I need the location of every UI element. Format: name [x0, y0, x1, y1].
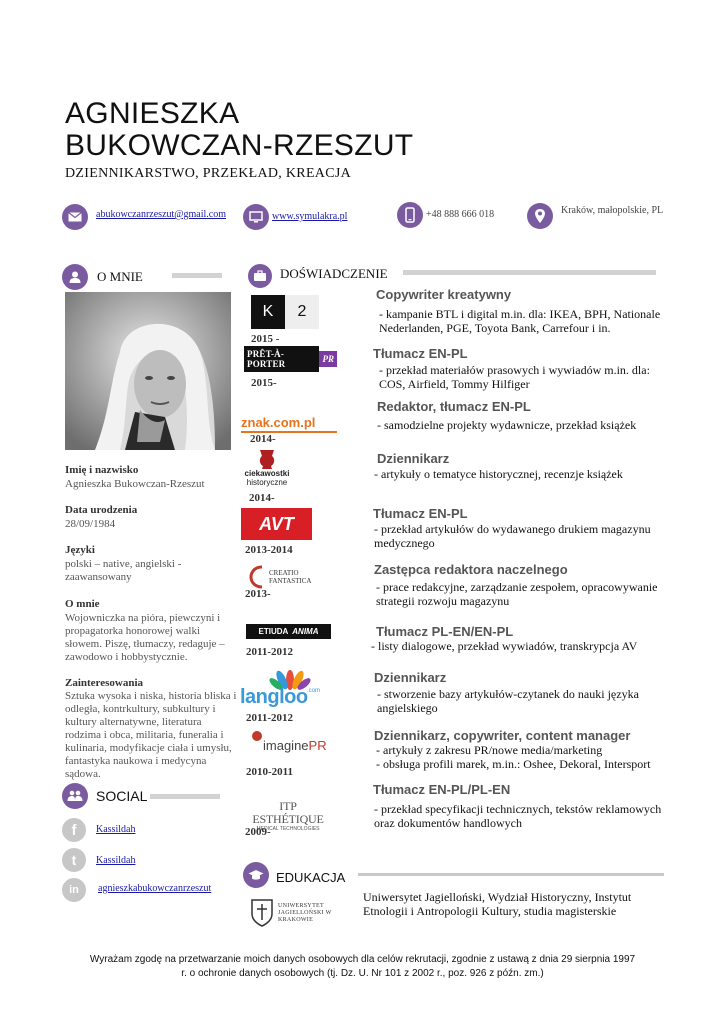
job-description: - listy dialogowe, przekład wywiadów, transkrypcja AV [371, 639, 638, 653]
name-line-1: AGNIESZKA [65, 97, 240, 130]
logo-text: UNIWERSYTET JAGIELLOŃSKI W KRAKOWIE [278, 902, 332, 923]
logo-text: imagine [263, 738, 309, 753]
website-link[interactable]: www.symulakra.pl [272, 211, 348, 222]
job-title: Zastępca redaktora naczelnego [374, 562, 568, 577]
year: 2013- [245, 588, 271, 600]
job-description: - stworzenie bazy artykułów-czytanek do nauki języka angielskiego [377, 687, 639, 715]
experience-title: DOŚWIADCZENIE [280, 266, 388, 281]
job-title: Tłumacz EN-PL [373, 506, 468, 521]
field-label: O mnie [65, 598, 100, 610]
logo-text: ITP ESTHÉTIQUE [252, 799, 324, 826]
year: 2013-2014 [245, 544, 293, 556]
year: 2015 - [251, 333, 280, 345]
consent-line-1: Wyrażam zgodę na przetwarzanie moich danych osobowych dla celów rekrutacji, zgodnie z ustawą z dnia 29 sierpnia 1997 [89, 954, 636, 965]
social-title: SOCIAL [96, 788, 148, 804]
job-description: - przekład specyfikacji technicznych, tekstów reklamowych oraz dokumentów handlowych [374, 802, 662, 830]
user-icon [62, 264, 88, 290]
year: 2011-2012 [246, 712, 294, 724]
logo-text: .com [307, 688, 321, 694]
name-heading [65, 98, 413, 162]
envelope-icon [62, 204, 88, 230]
logo-text: K [251, 295, 285, 329]
graduation-cap-icon [243, 862, 269, 888]
consent-line-2: r. o ochronie danych osobowych (tj. Dz. U. Nr 101 z 2002 r., poz. 926 z późn. zm.) [181, 968, 544, 979]
briefcase-icon [248, 264, 272, 288]
about-divider [172, 273, 222, 278]
email-link[interactable]: abukowczanrzeszut@gmail.com [96, 209, 226, 220]
field-label: Języki [65, 544, 95, 556]
logo-text: ANIMA [292, 627, 319, 636]
job-title: Dziennikarz [377, 451, 450, 466]
monitor-icon [243, 204, 269, 230]
logo-text: CREATIO [269, 569, 299, 577]
job-title: Tłumacz EN-PL [373, 346, 468, 361]
education-divider [358, 873, 664, 876]
job-description: - prace redakcyjne, zarządzanie zespołem, opracowywanie strategii rozwoju magazynu [376, 580, 658, 608]
profile-photo [65, 292, 231, 450]
imaginepr-logo [251, 730, 331, 756]
k2-logo [251, 295, 319, 329]
subtitle: DZIENNIKARSTWO, PRZEKŁAD, KREACJA [65, 166, 351, 181]
job-description: - artykuły z zakresu PR/nowe media/marketing [376, 743, 603, 757]
logo-text: 2 [285, 295, 319, 329]
field-value: Wojowniczka na pióra, piewczyni i propagatorka honorowej walki słowem. Piszę, tłumaczy, redaguje – zawodowo i hobbystycznie. [65, 612, 225, 663]
logo-text: ETIUDA [258, 627, 289, 636]
job-title: Dziennikarz [374, 670, 447, 685]
map-pin-icon [527, 203, 553, 229]
ciekawostki-logo [242, 448, 292, 490]
field-value: Agnieszka Bukowczan-Rzeszut [65, 478, 205, 490]
creatio-fantastica-logo [248, 563, 318, 591]
job-title: Copywriter kreatywny [376, 287, 512, 302]
about-title: O MNIE [97, 269, 143, 284]
people-icon [62, 783, 88, 809]
job-description: - artykuły o tematyce historycznej, recenzje książek [374, 467, 623, 481]
year: 2010-2011 [246, 766, 294, 778]
linkedin-icon: in [62, 878, 86, 902]
job-title: Tłumacz PL-EN/EN-PL [376, 624, 514, 639]
field-value: Sztuka wysoka i niska, historia bliska i odległa, kontrkultury, subkultury i kultury alternatywne, literatura rodzima i obca, militaria, funeralia i kulinaria, modyfikacje ciała i umysłu, fantastyka naukowa i medycyna sądowa. [65, 690, 237, 780]
phone-number: +48 888 666 018 [426, 209, 495, 220]
twitter-link[interactable]: Kassildah [96, 855, 136, 866]
year: 2014- [249, 492, 275, 504]
logo-text: MEDICAL TECHNOLOGIES [256, 826, 320, 832]
logo-text: PR [308, 738, 327, 753]
job-description: - obsługa profili marek, m.in.: Oshee, Dekoral, Intersport [376, 757, 651, 771]
year: 2014- [250, 433, 276, 445]
job-title: Redaktor, tłumacz EN-PL [377, 399, 531, 414]
logo-text: PR [319, 351, 337, 367]
job-description: - przekład materiałów prasowych i wywiadów m.in. dla: COS, Airfield, Tommy Hilfiger [379, 363, 650, 391]
job-title: Dziennikarz, copywriter, content manager [374, 728, 631, 743]
location: Kraków, małopolskie, PL [561, 205, 664, 216]
znak-logo: znak.com.pl [241, 415, 337, 433]
job-description: - przekład artykułów do wydawanego drukiem magazynu medycznego [374, 522, 651, 550]
facebook-link[interactable]: Kassildah [96, 824, 136, 835]
facebook-icon: f [62, 818, 86, 842]
education-title: EDUKACJA [276, 870, 346, 885]
twitter-icon: t [62, 848, 86, 872]
linkedin-link[interactable]: agnieszkabukowczanrzeszut [98, 883, 212, 894]
logo-text: ciekawostki [244, 469, 290, 478]
etiuda-anima-logo [246, 624, 331, 639]
langloo-logo [240, 668, 322, 712]
logo-text: historyczne [246, 478, 288, 487]
experience-divider [403, 270, 656, 275]
year: 2011-2012 [246, 646, 294, 658]
field-label: Imię i nazwisko [65, 464, 139, 476]
job-description: - kampanie BTL i digital m.in. dla: IKEA, BPH, Nationale Nederlanden, PGE, Toyota Bank, Carrefour i in. [379, 307, 661, 335]
name-line-2: BUKOWCZAN-RZESZUT [65, 129, 414, 162]
pret-a-porter-logo [244, 350, 337, 368]
year: 2015- [251, 377, 277, 389]
avt-logo: AVT [241, 508, 312, 540]
logo-text: langloo [240, 686, 308, 708]
field-label: Data urodzenia [65, 504, 138, 516]
education-description: Uniwersytet Jagielloński, Wydział Historyczny, Instytut Etnologii i Antropologii Kultury, studia magisterskie [363, 890, 632, 918]
social-divider [150, 794, 220, 799]
phone-icon [397, 202, 423, 228]
field-label: Zainteresowania [65, 677, 144, 689]
logo-text: PRÊT-À-PORTER [244, 346, 319, 372]
job-title: Tłumacz EN-PL/PL-EN [373, 782, 511, 797]
field-value: 28/09/1984 [65, 518, 116, 530]
field-value: polski – native, angielski - zaawansowany [65, 558, 182, 583]
university-logo [250, 896, 335, 930]
year: 2009- [245, 826, 271, 838]
consent-footer [60, 953, 665, 981]
job-description: - samodzielne projekty wydawnicze, przekład książek [377, 418, 637, 432]
logo-text: FANTASTICA [269, 577, 312, 585]
